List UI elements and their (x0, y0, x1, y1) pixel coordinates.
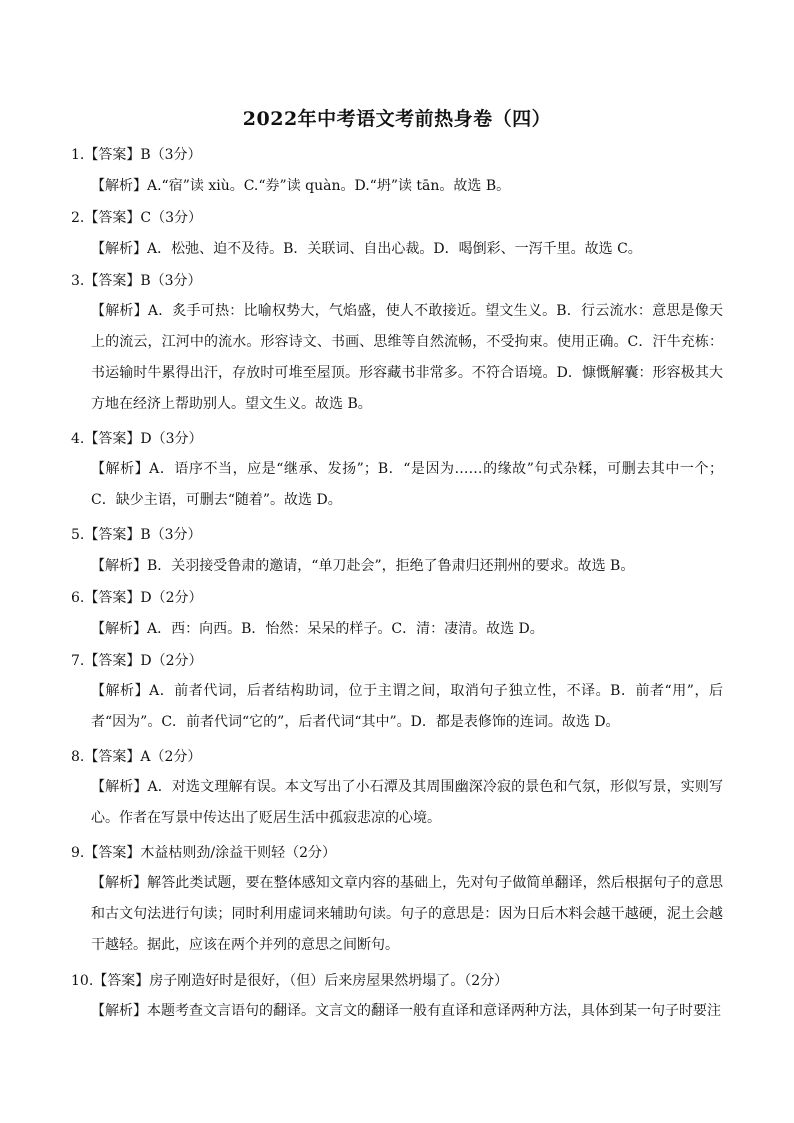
answer-3: 3.【答案】B（3分） (71, 273, 202, 289)
answer-1: 1.【答案】B（3分） (71, 147, 202, 163)
explanation-7: 【解析】A．前者代词，后者结构助词，位于主谓之间，取消句子独立性，不译。B．前者“用”，后者“因为”。C．前者代词“它的”，后者代词“其中”。D．都是表修饰的连词。故选 D。 (91, 683, 723, 730)
explanation-9: 【解析】解答此类试题，要在整体感知文章内容的基础上，先对句子做简单翻译，然后根据句子的意思和古文句法进行句读；同时利用虚词来辅助句读。句子的意思是：因为日后木料会越干越硬，泥土会越干越轻。据此，应该在两个并列的意思之间断句。 (91, 875, 723, 953)
explanation-8: 【解析】A．对选文理解有误。本文写出了小石潭及其周围幽深冷寂的景色和气氛，形似写景，实则写心。作者在写景中传达出了贬居生活中孤寂悲凉的心境。 (91, 779, 723, 826)
explanation-10: 【解析】本题考查文言语句的翻译。文言文的翻译一般有直译和意译两种方法，具体到某一句子时要注 (91, 1003, 721, 1019)
explanation-2: 【解析】A．松弛、迫不及待。B．关联词、自出心裁。D．喝倒彩、一泻千里。故选 C。 (91, 241, 642, 257)
answer-7: 7.【答案】D（2分） (71, 653, 203, 669)
explanation-1: 【解析】A.“宿”读 xiù。C.“券”读 quàn。D.“坍”读 tān。故选 B。 (91, 178, 511, 194)
explanation-4: 【解析】A．语序不当，应是“继承、发扬”；B．“是因为……的缘故”句式杂糅，可删去其中一个；C．缺少主语，可删去“随着”。故选 D。 (91, 461, 723, 508)
answer-5: 5.【答案】B（3分） (71, 527, 202, 543)
explanation-3: 【解析】A．炙手可热：比喻权势大，气焰盛，使人不敢接近。望文生义。B．行云流水：意思是像天上的流云，江河中的流水。形容诗文、书画、思维等自然流畅，不受拘束。使用正确。C．汗牛充栋：书运输时牛累得出汗，存放时可堆至屋顶。形容藏书非常多。不符合语境。D．慷慨解囊：形容极其大方地在经济上帮助别人。望文生义。故选 B。 (91, 303, 723, 412)
explanation-5: 【解析】B．关羽接受鲁肃的邀请，“单刀赴会”，拒绝了鲁肃归还荆州的要求。故选 B。 (91, 558, 635, 574)
explanation-6: 【解析】A．西：向西。B．怡然：呆呆的样子。C．清：凄清。故选 D。 (91, 621, 544, 637)
answer-10: 10.【答案】房子刚造好时是很好，（但）后来房屋果然坍塌了。（2分） (71, 973, 509, 989)
page-title: 2022年中考语文考前热身卷（四） (242, 108, 552, 130)
answer-4: 4.【答案】D（3分） (71, 431, 203, 447)
answer-8: 8.【答案】A（2分） (71, 749, 202, 765)
answer-2: 2.【答案】C（3分） (71, 210, 202, 226)
answer-6: 6.【答案】D（2分） (71, 590, 203, 606)
answer-9: 9.【答案】木益枯则劲/涂益干则轻（2分） (71, 845, 336, 861)
